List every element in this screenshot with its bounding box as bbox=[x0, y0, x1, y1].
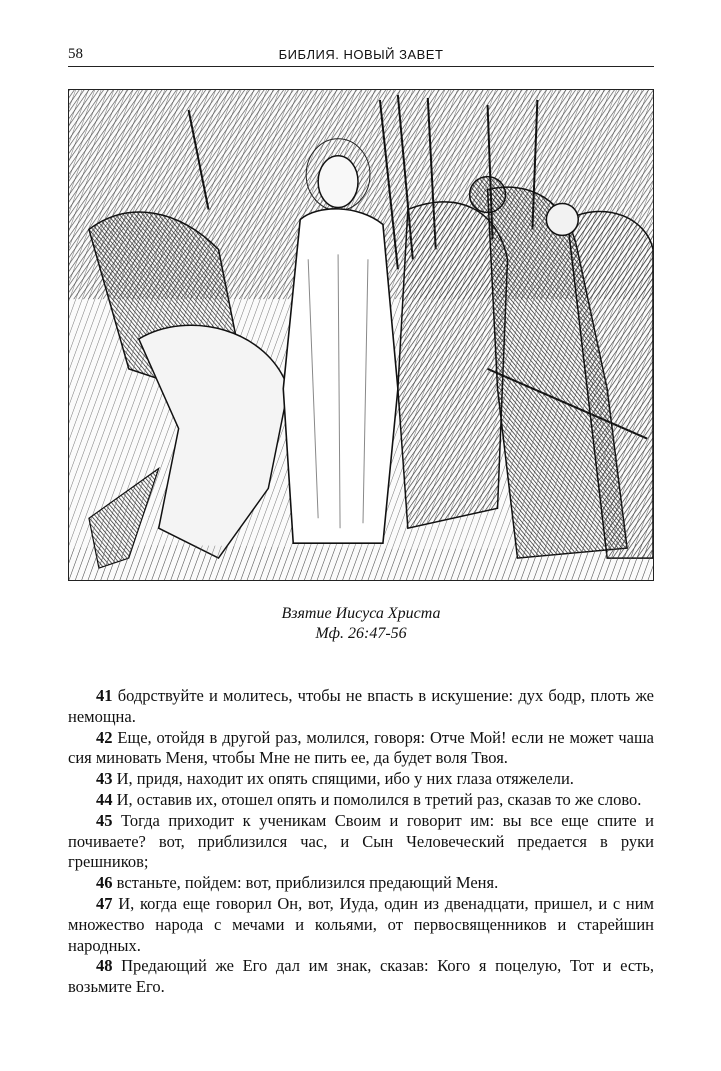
scripture-text bbox=[68, 686, 654, 998]
verse-text: бодрствуйте и молитесь, чтобы не впасть в искушение: дух бодр, плоть же немощна. bbox=[68, 686, 655, 726]
verse bbox=[68, 956, 654, 998]
verse bbox=[68, 728, 654, 770]
page-number: 58 bbox=[68, 46, 83, 62]
verse bbox=[68, 894, 654, 956]
verse-number: 47 bbox=[96, 893, 113, 913]
verse bbox=[68, 811, 654, 873]
verse bbox=[68, 790, 654, 811]
illustration-caption-reference: Мф. 26:47-56 bbox=[315, 625, 407, 642]
running-title: БИБЛИЯ. НОВЫЙ ЗАВЕТ bbox=[278, 47, 444, 62]
running-header bbox=[68, 44, 654, 67]
verse-number: 43 bbox=[96, 769, 113, 789]
verse-text: И, придя, находит их опять спящими, ибо у них глаза отяжелели. bbox=[116, 769, 574, 789]
verse-number: 48 bbox=[96, 956, 113, 976]
illustration-caption-title: Взятие Иисуса Христа bbox=[281, 605, 441, 622]
verse-text: И, оставив их, отошел опять и помолился в третий раз, сказав то же слово. bbox=[116, 789, 642, 809]
verse-text: И, когда еще говорил Он, вот, Иуда, один из двенадцати, пришел, и с ним множество народа с мечами и кольями, от первосвященников и старейшин народных. bbox=[68, 893, 654, 955]
verse bbox=[68, 769, 654, 790]
verse-text: Еще, отойдя в другой раз, молился, говоря: Отче Мой! если не может чаша сия миновать Меня, чтобы Мне не пить ее, да будет воля Твоя. bbox=[68, 727, 654, 768]
verse-number: 46 bbox=[96, 873, 113, 893]
verse bbox=[68, 686, 654, 728]
verse-text: Предающий же Его дал им знак, сказав: Кого я поцелую, Тот и есть, возьмите Его. bbox=[68, 956, 654, 997]
verse-number: 41 bbox=[96, 686, 113, 705]
engraving-artwork bbox=[69, 90, 653, 580]
engraving-illustration bbox=[68, 89, 654, 581]
verse-text: встаньте, пойдем: вот, приблизился предающий Меня. bbox=[116, 873, 499, 893]
verse-text: Тогда приходит к ученикам Своим и говорит им: вы все еще спите и почиваете? вот, приблизился час, и Сын Человеческий предается в руки грешников; bbox=[68, 810, 654, 872]
verse-number: 45 bbox=[96, 810, 113, 830]
verse bbox=[68, 873, 654, 894]
verse-number: 42 bbox=[96, 727, 113, 747]
verse-number: 44 bbox=[96, 789, 113, 809]
